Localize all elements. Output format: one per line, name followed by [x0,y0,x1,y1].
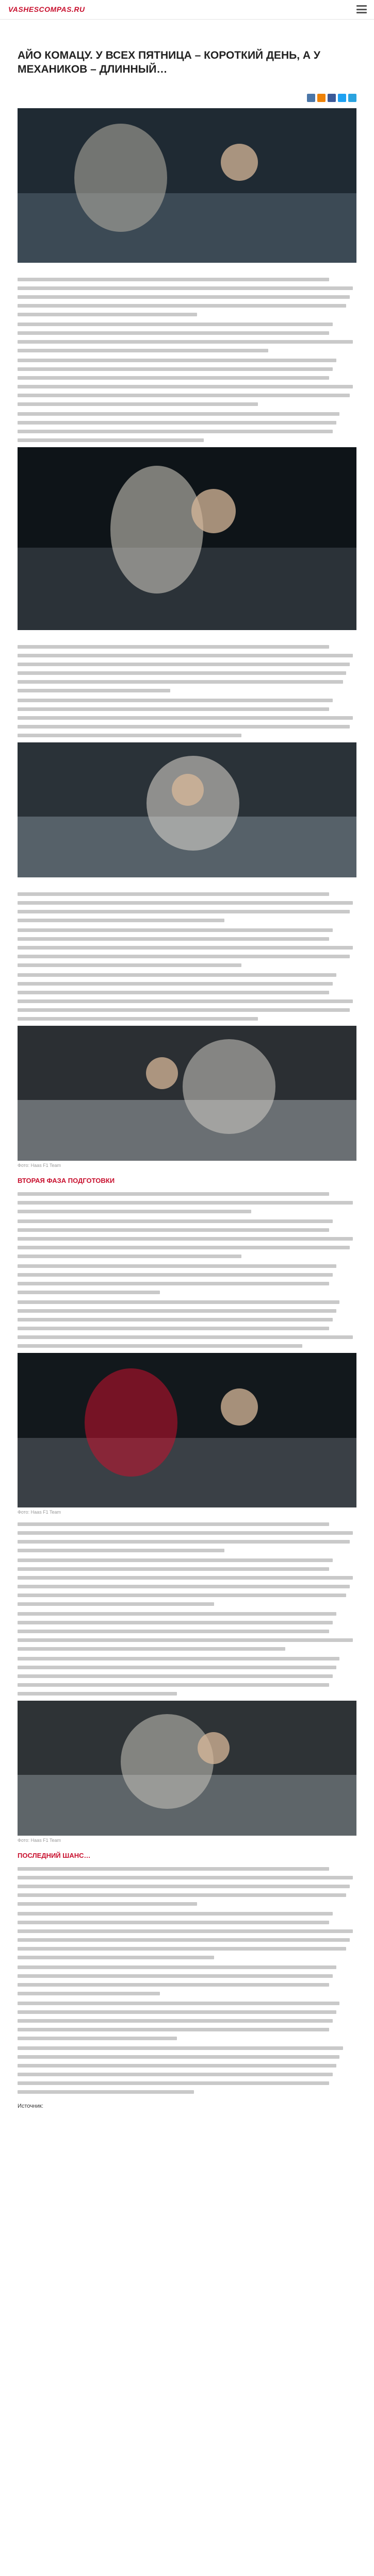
article-photo [18,1701,356,1836]
article-photo [18,1026,356,1161]
article [0,48,374,2109]
paragraph-placeholder [18,645,356,692]
paragraph-placeholder [18,2046,356,2094]
paragraph-placeholder [18,1612,356,1651]
paragraph-placeholder [18,973,356,1021]
article-body [18,108,356,2094]
paragraph-placeholder [18,1558,356,1606]
paragraph-placeholder [18,412,356,442]
telegram-icon[interactable] [348,94,356,102]
article-photo [18,447,356,630]
paragraph-placeholder [18,1192,356,1213]
paragraph-placeholder [18,1522,356,1552]
article-photo [18,1353,356,1507]
section-heading: ПОСЛЕДНИЙ ШАНС… [18,1852,91,1859]
paragraph-placeholder [18,278,356,316]
paragraph-placeholder [18,359,356,406]
hamburger-menu-icon[interactable] [356,5,367,13]
photo-caption: Фото: Haas F1 Team [18,1838,61,1843]
vk-icon[interactable] [307,94,315,102]
paragraph-placeholder [18,1657,356,1696]
paragraph-placeholder [18,1219,356,1258]
photo-caption [18,632,356,639]
share-bar [307,94,356,102]
twitter-icon[interactable] [338,94,346,102]
paragraph-placeholder [18,323,356,352]
paragraph-placeholder [18,928,356,967]
paragraph-placeholder [18,2002,356,2040]
article-meta [18,94,356,103]
photo-caption: Фото: Haas F1 Team [18,1510,61,1515]
paragraph-placeholder [18,1965,356,1995]
section-heading: ВТОРАЯ ФАЗА ПОДГОТОВКИ [18,1177,115,1184]
paragraph-placeholder [18,1300,356,1348]
photo-caption: Фото: Haas F1 Team [18,1163,61,1168]
paragraph-placeholder [18,1264,356,1294]
photo-caption [18,879,356,886]
facebook-icon[interactable] [328,94,336,102]
paragraph-placeholder [18,699,356,737]
article-photo [18,742,356,877]
article-byline [18,84,356,92]
paragraph-placeholder [18,892,356,922]
photo-caption [18,264,356,272]
paragraph-placeholder [18,1912,356,1959]
site-logo[interactable]: VASHESCOMPAS.RU [8,5,85,13]
paragraph-placeholder [18,1867,356,1906]
source-row [18,2103,356,2109]
site-header [0,0,374,20]
source-label: Источник: [18,2103,44,2109]
article-title: АЙО КОМАЦУ. У ВСЕХ ПЯТНИЦА – КОРОТКИЙ ДЕНЬ, А У МЕХАНИКОВ – ДЛИННЫЙ… [18,49,320,75]
article-photo [18,108,356,263]
ok-icon[interactable] [317,94,326,102]
